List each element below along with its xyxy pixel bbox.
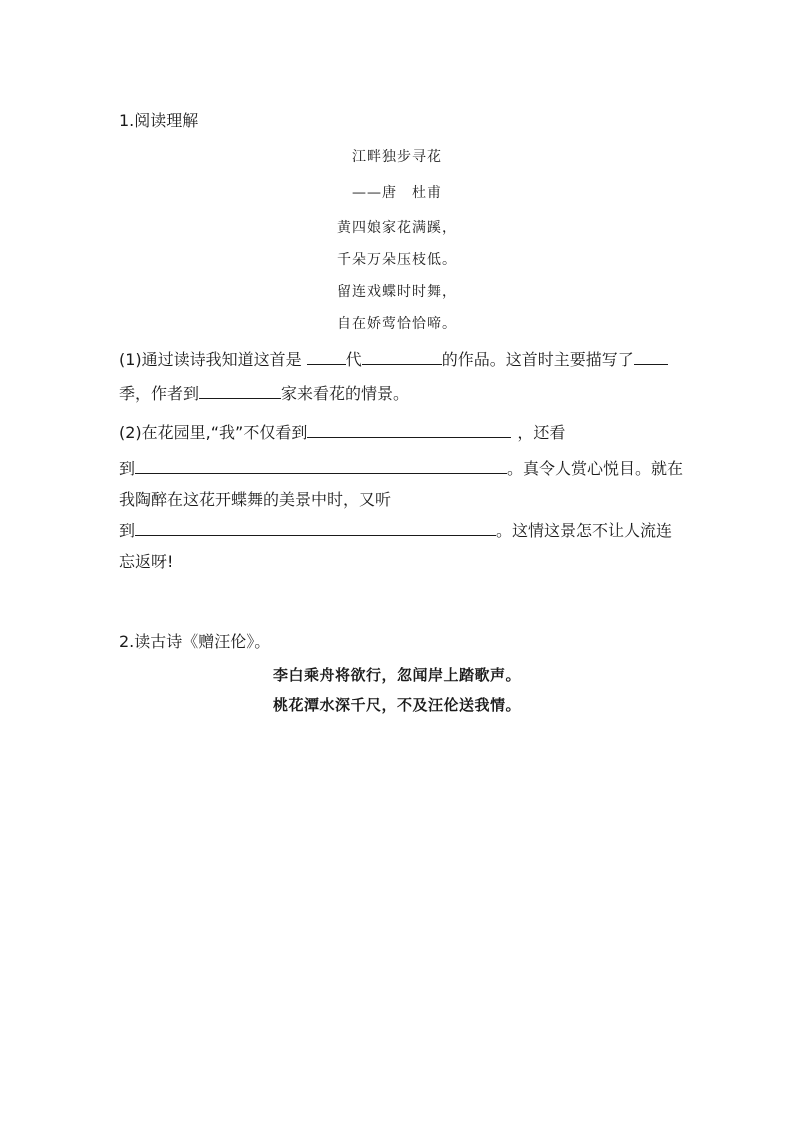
season-blank[interactable] [634,349,668,365]
part-1-dai: 代 [345,350,362,369]
part-2-mid: 。真令人赏心悦目。就在 [507,459,684,478]
part-1-line-1 [119,347,668,370]
part-2-line-4 [119,518,672,541]
also-saw-blank[interactable] [135,458,507,474]
question-1-heading: 1.阅读理解 [119,111,199,130]
whose-home-blank[interactable] [199,383,281,399]
part-1-season-text: 季，作者到 [119,384,200,403]
question-2-heading: 2.读古诗《赠汪伦》。 [119,632,271,651]
part-2-end: 忘返呀! [119,552,174,571]
poem-line-3: 留连戏蝶时时舞， [337,284,457,300]
part-2-line-1 [119,420,565,443]
poem-line-4: 自在娇莺恰恰啼。 [337,316,457,332]
part-2-dao-2: 到 [119,521,136,540]
part-1-prompt: (1)通过读诗我知道这首是 [119,350,307,369]
poem-author: ——唐 杜甫 [352,185,442,201]
part-1-line-2 [119,381,409,404]
part-1-end: 家来看花的情景。 [281,384,410,403]
poet-blank[interactable] [362,349,442,365]
part-2-line-5 [119,549,173,572]
part-2-also: ，还看 [517,423,566,442]
heard-blank[interactable] [135,520,496,536]
part-2-dao-1: 到 [119,459,136,478]
poem-line-1: 黄四娘家花满蹊， [337,220,457,236]
part-1-mid: 的作品。这首时主要描写了 [441,350,634,369]
saw-blank[interactable] [307,422,511,438]
poem-2-line-2: 桃花潭水深千尺，不及汪伦送我情。 [272,696,521,714]
part-2-line-3 [119,487,391,510]
part-2-intoxicated: 我陶醉在这花开蝶舞的美景中时，又听 [119,490,392,509]
poem-2-line-1: 李白乘舟将欲行，忽闻岸上踏歌声。 [272,666,521,684]
part-2-linger: 。这情这景怎不让人流连 [496,521,673,540]
part-2-line-2 [119,456,683,479]
dynasty-blank[interactable] [307,349,346,365]
part-2-prompt: (2)在花园里,“我”不仅看到 [119,423,308,442]
poem-line-2: 千朵万朵压枝低。 [337,252,457,268]
poem-title: 江畔独步寻花 [352,149,442,165]
